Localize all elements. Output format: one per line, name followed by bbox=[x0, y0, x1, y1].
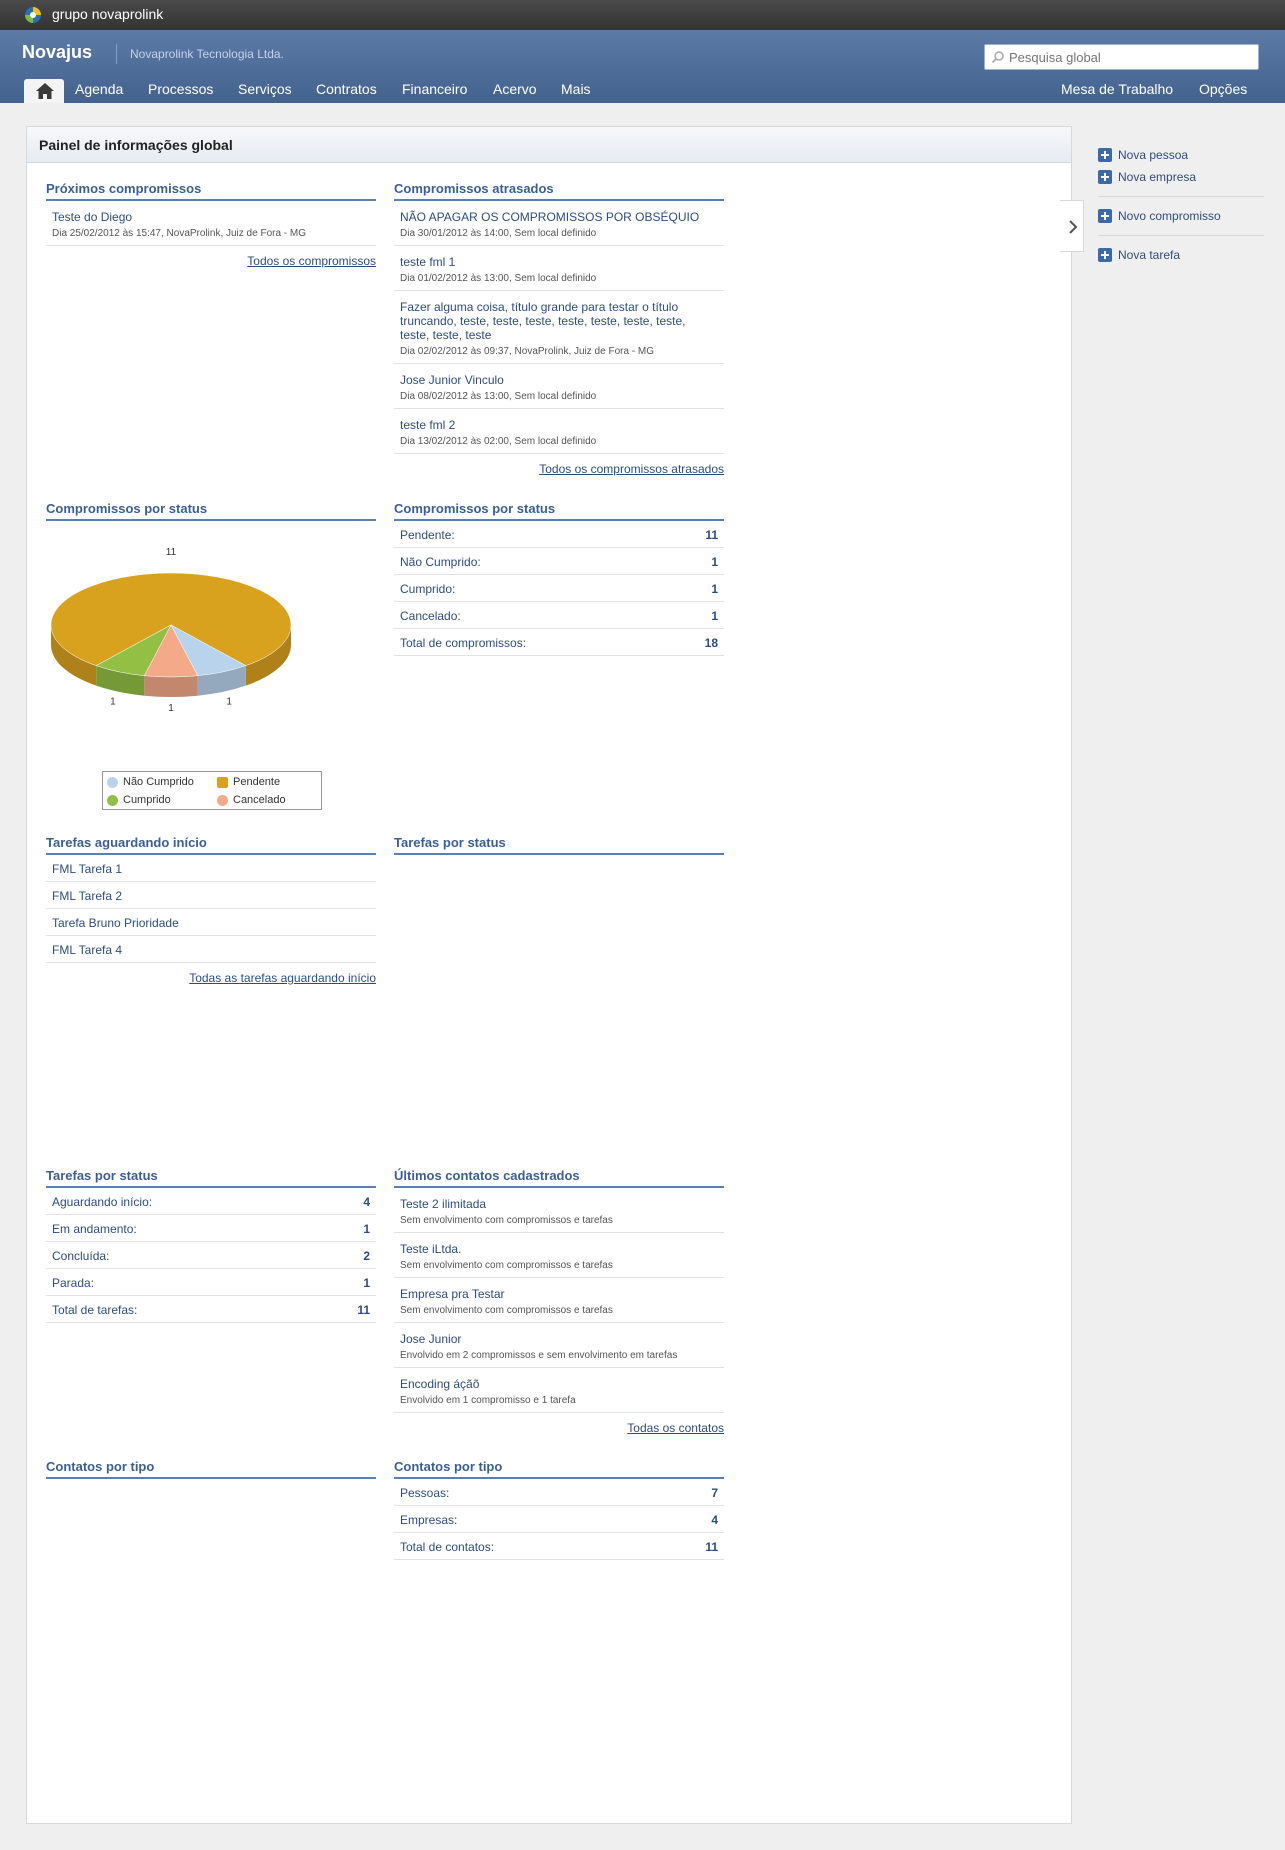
status-row bbox=[394, 1479, 724, 1506]
legend-label: Cancelado bbox=[233, 794, 286, 806]
row-label: Total de tarefas: bbox=[52, 1303, 138, 1317]
legend-label: Não Cumprido bbox=[123, 776, 194, 788]
row-label: Concluída: bbox=[52, 1249, 110, 1263]
list-item[interactable] bbox=[394, 291, 724, 364]
item-subtitle: Dia 25/02/2012 às 15:47, NovaProlink, Juiz de Fora - MG bbox=[52, 228, 307, 239]
row-label: Pendente: bbox=[400, 528, 455, 542]
app-title[interactable]: Novajus bbox=[22, 42, 93, 62]
nav-opcoes[interactable]: Opções bbox=[1199, 81, 1248, 97]
status-row bbox=[394, 575, 724, 602]
row-value[interactable]: 11 bbox=[705, 1540, 718, 1554]
section-title: Contatos por tipo bbox=[394, 1459, 724, 1479]
section-title: Compromissos por status bbox=[46, 501, 376, 521]
list-item[interactable]: Tarefa Bruno Prioridade bbox=[46, 909, 376, 936]
item-subtitle: Sem envolvimento com compromissos e tarefas bbox=[400, 1305, 613, 1316]
item-title[interactable]: Teste 2 ilimitada bbox=[400, 1197, 487, 1211]
legend-swatch bbox=[217, 795, 228, 806]
pie-data-label: 1 bbox=[110, 696, 116, 708]
status-row bbox=[46, 1188, 376, 1215]
list-item[interactable]: FML Tarefa 4 bbox=[46, 936, 376, 963]
action-label[interactable]: Novo compromisso bbox=[1118, 209, 1221, 223]
status-row bbox=[394, 629, 724, 656]
item-title[interactable]: Jose Junior Vinculo bbox=[400, 373, 504, 387]
list-item[interactable] bbox=[394, 364, 724, 409]
row-label: Cumprido: bbox=[400, 582, 456, 596]
brand-bar bbox=[0, 0, 1285, 30]
status-row bbox=[394, 521, 724, 548]
row-value[interactable]: 2 bbox=[363, 1249, 370, 1263]
status-row bbox=[46, 1269, 376, 1296]
chart-legend bbox=[102, 771, 322, 810]
pie-data-label: 1 bbox=[226, 696, 232, 708]
legend-swatch bbox=[217, 777, 228, 788]
todos-contatos-link[interactable]: Todas os contatos bbox=[627, 1421, 724, 1435]
compromissos-status-chart-section bbox=[46, 501, 376, 831]
pie-data-label: 11 bbox=[165, 547, 177, 558]
nav-processos[interactable]: Processos bbox=[148, 81, 214, 97]
plus-icon bbox=[1098, 170, 1112, 184]
row-label: Total de contatos: bbox=[400, 1540, 495, 1554]
list-item[interactable] bbox=[46, 201, 376, 246]
contatos-tipo-chart-section bbox=[46, 1459, 376, 1479]
status-row bbox=[394, 548, 724, 575]
pie-slice-side bbox=[144, 676, 197, 697]
row-label: Pessoas: bbox=[400, 1486, 450, 1500]
tarefas-status-chart-section bbox=[394, 835, 724, 855]
row-value[interactable]: 1 bbox=[711, 582, 718, 596]
legend-entry bbox=[215, 774, 280, 790]
item-subtitle: Envolvido em 2 compromissos e sem envolvimento em tarefas bbox=[400, 1350, 678, 1361]
row-value[interactable]: 4 bbox=[363, 1195, 370, 1209]
item-subtitle: Dia 02/02/2012 às 09:37, NovaProlink, Juiz de Fora - MG bbox=[400, 346, 655, 357]
todas-tarefas-link[interactable]: Todas as tarefas aguardando início bbox=[189, 971, 376, 985]
ultimos-contatos-section bbox=[394, 1168, 724, 1435]
pie-data-label: 1 bbox=[168, 703, 174, 714]
global-search[interactable] bbox=[984, 44, 1259, 70]
legend-label: Pendente bbox=[233, 776, 281, 788]
status-row bbox=[394, 1506, 724, 1533]
item-subtitle: Dia 08/02/2012 às 13:00, Sem local definido bbox=[400, 391, 597, 402]
item-title[interactable]: Teste do Diego bbox=[52, 210, 133, 224]
list-item[interactable] bbox=[394, 1323, 724, 1368]
item-subtitle: Envolvido em 1 compromisso e 1 tarefa bbox=[400, 1395, 576, 1406]
app-header bbox=[0, 30, 1285, 103]
section-title: Tarefas aguardando início bbox=[46, 835, 376, 855]
row-label: Não Cumprido: bbox=[400, 555, 481, 569]
pie-chart bbox=[46, 525, 376, 765]
legend-entry bbox=[105, 792, 171, 808]
list-item[interactable]: FML Tarefa 2 bbox=[46, 882, 376, 909]
nav-acervo[interactable]: Acervo bbox=[493, 81, 537, 97]
row-value[interactable]: 1 bbox=[711, 609, 718, 623]
row-value[interactable]: 18 bbox=[704, 636, 718, 650]
novo-compromisso-link[interactable] bbox=[1098, 205, 1264, 227]
section-title: Tarefas por status bbox=[46, 1168, 376, 1188]
row-value[interactable]: 11 bbox=[705, 528, 718, 542]
row-label: Em andamento: bbox=[52, 1222, 137, 1236]
compromissos-atrasados-section bbox=[394, 181, 724, 476]
nav-mesa-de-trabalho[interactable]: Mesa de Trabalho bbox=[1061, 81, 1174, 97]
panel-header bbox=[27, 127, 1071, 163]
section-title: Compromissos atrasados bbox=[394, 181, 724, 201]
section-title: Próximos compromissos bbox=[46, 181, 376, 201]
row-value[interactable]: 1 bbox=[363, 1222, 370, 1236]
row-label: Cancelado: bbox=[400, 609, 461, 623]
row-value[interactable]: 1 bbox=[363, 1276, 370, 1290]
status-row bbox=[46, 1242, 376, 1269]
search-input[interactable] bbox=[1009, 48, 1249, 66]
plus-icon bbox=[1098, 148, 1112, 162]
item-subtitle: Dia 01/02/2012 às 13:00, Sem local definido bbox=[400, 273, 597, 284]
action-label[interactable]: Nova tarefa bbox=[1118, 248, 1181, 262]
item-title[interactable]: teste fml 1 bbox=[400, 255, 456, 269]
header-divider bbox=[116, 44, 117, 64]
legend-entry bbox=[105, 774, 194, 790]
list-item[interactable] bbox=[394, 1278, 724, 1323]
legend-swatch bbox=[107, 795, 118, 806]
todos-compromissos-link[interactable]: Todos os compromissos bbox=[247, 254, 376, 268]
item-title[interactable]: Teste iLtda. bbox=[400, 1242, 462, 1256]
tarefas-status-table-section bbox=[46, 1168, 376, 1323]
quick-actions bbox=[1098, 144, 1264, 266]
row-label: Empresas: bbox=[400, 1513, 458, 1527]
list-item[interactable] bbox=[394, 1368, 724, 1413]
status-row bbox=[46, 1296, 376, 1323]
contatos-tipo-table-section bbox=[394, 1459, 724, 1560]
legend-label: Cumprido bbox=[123, 794, 171, 806]
action-label[interactable]: Nova pessoa bbox=[1118, 148, 1189, 162]
list-item[interactable] bbox=[394, 1233, 724, 1278]
legend-swatch bbox=[107, 777, 118, 788]
section-title: Compromissos por status bbox=[394, 501, 724, 521]
plus-icon bbox=[1098, 209, 1112, 223]
novaprolink-logo-icon bbox=[24, 6, 42, 24]
list-item[interactable] bbox=[394, 201, 724, 246]
section-title: Tarefas por status bbox=[394, 835, 724, 855]
todos-atrasados-link[interactable]: Todos os compromissos atrasados bbox=[539, 462, 724, 476]
main-nav bbox=[0, 76, 1285, 103]
row-value[interactable]: 4 bbox=[711, 1513, 718, 1527]
item-title[interactable]: Jose Junior bbox=[400, 1332, 462, 1346]
item-title[interactable]: NÃO APAGAR OS COMPROMISSOS POR OBSÉQUIO bbox=[400, 210, 700, 224]
row-value[interactable]: 1 bbox=[711, 555, 718, 569]
section-title: Contatos por tipo bbox=[46, 1459, 376, 1479]
home-icon bbox=[35, 82, 55, 100]
item-title[interactable]: Encoding áçãõ bbox=[400, 1377, 480, 1391]
divider bbox=[1098, 235, 1264, 236]
item-title[interactable]: teste fml 2 bbox=[400, 418, 456, 432]
search-icon bbox=[991, 50, 1005, 64]
nav-mais[interactable]: Mais bbox=[561, 81, 591, 97]
list-item[interactable] bbox=[394, 409, 724, 454]
legend-entry bbox=[215, 792, 286, 808]
row-value[interactable]: 11 bbox=[357, 1303, 370, 1317]
list-item[interactable]: FML Tarefa 1 bbox=[46, 855, 376, 882]
status-row bbox=[46, 1215, 376, 1242]
list-item[interactable] bbox=[394, 1188, 724, 1233]
row-value[interactable]: 7 bbox=[711, 1486, 718, 1500]
nav-financeiro[interactable]: Financeiro bbox=[402, 81, 468, 97]
item-subtitle: Sem envolvimento com compromissos e tarefas bbox=[400, 1215, 613, 1226]
plus-icon bbox=[1098, 248, 1112, 262]
divider bbox=[1098, 196, 1264, 197]
nav-home-tab[interactable] bbox=[24, 79, 64, 103]
nova-tarefa-link[interactable] bbox=[1098, 244, 1264, 266]
list-item[interactable] bbox=[394, 246, 724, 291]
row-label: Total de compromissos: bbox=[400, 636, 527, 650]
row-label: Aguardando início: bbox=[52, 1195, 153, 1209]
proximos-compromissos-section bbox=[46, 181, 376, 268]
company-name: Novaprolink Tecnologia Ltda. bbox=[130, 47, 284, 61]
pie-chart-container bbox=[46, 525, 376, 825]
status-row bbox=[394, 1533, 724, 1560]
dashboard-panel bbox=[26, 126, 1072, 1824]
chevron-right-icon bbox=[1060, 201, 1084, 253]
item-subtitle: Sem envolvimento com compromissos e tarefas bbox=[400, 1260, 613, 1271]
sidebar-toggle[interactable] bbox=[1060, 200, 1084, 252]
nova-pessoa-link[interactable] bbox=[1098, 144, 1264, 166]
item-subtitle: Dia 30/01/2012 às 14:00, Sem local definido bbox=[400, 228, 597, 239]
section-title: Últimos contatos cadastrados bbox=[394, 1168, 724, 1188]
panel-title: Painel de informações global bbox=[39, 137, 233, 153]
item-title[interactable]: Fazer alguma coisa, título grande para testar o título truncando, teste, teste, teste, teste, teste, teste, teste, teste, teste, teste bbox=[400, 300, 686, 342]
nav-contratos[interactable]: Contratos bbox=[316, 81, 377, 97]
item-title[interactable]: Empresa pra Testar bbox=[400, 1287, 505, 1301]
tarefas-aguardando-section bbox=[46, 835, 376, 985]
nav-servicos[interactable]: Serviços bbox=[238, 81, 292, 97]
compromissos-status-table-section bbox=[394, 501, 724, 656]
brand-name: grupo novaprolink bbox=[52, 6, 164, 22]
status-row bbox=[394, 602, 724, 629]
action-label[interactable]: Nova empresa bbox=[1118, 170, 1197, 184]
item-subtitle: Dia 13/02/2012 às 02:00, Sem local definido bbox=[400, 436, 597, 447]
row-label: Parada: bbox=[52, 1276, 95, 1290]
nova-empresa-link[interactable] bbox=[1098, 166, 1264, 188]
nav-agenda[interactable]: Agenda bbox=[75, 81, 124, 97]
